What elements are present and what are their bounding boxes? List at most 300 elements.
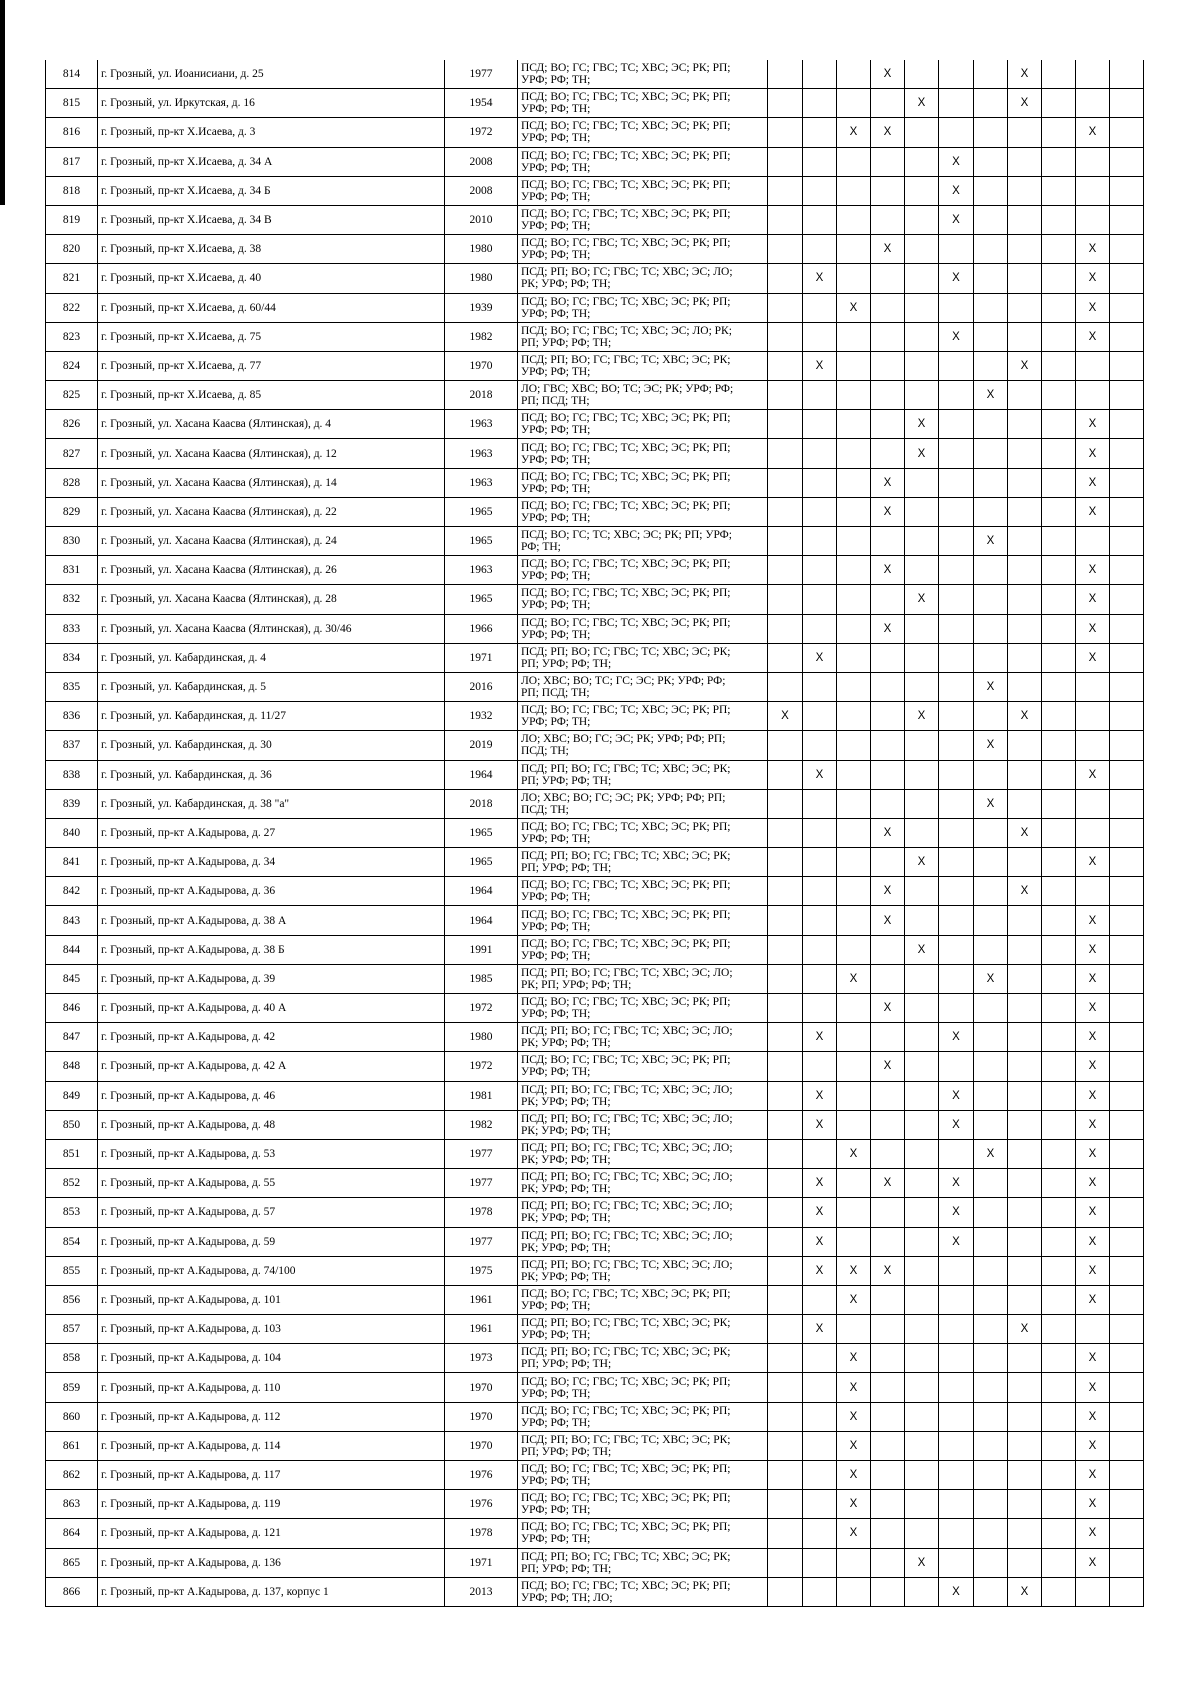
mark-cell-empty: [768, 1227, 803, 1256]
mark-cell-empty: [974, 1577, 1008, 1606]
table-row: [46, 118, 1144, 147]
mark-cell-x: X: [1076, 1198, 1110, 1227]
mark-cell-empty: [1110, 118, 1144, 147]
building-address: г. Грозный, пр-кт А.Кадырова, д. 38 А: [98, 906, 445, 935]
row-number: 839: [46, 789, 98, 818]
mark-cell-empty: [905, 1285, 939, 1314]
mark-cell-empty: [1042, 1402, 1076, 1431]
construction-year: 1964: [445, 906, 518, 935]
work-types: [518, 1110, 768, 1139]
mark-cell-x: X: [939, 147, 974, 176]
work-types-line: РК; УРФ; РФ; ТН;: [521, 1270, 611, 1283]
table-row: [46, 60, 1144, 89]
row-number: 860: [46, 1402, 98, 1431]
mark-cell-empty: [1076, 818, 1110, 847]
mark-cell-empty: [1076, 789, 1110, 818]
mark-cell-empty: [1110, 1402, 1144, 1431]
mark-cell-x: X: [803, 643, 837, 672]
work-types-line: УРФ; РФ; ТН;: [521, 190, 591, 203]
work-types-line: ПСД; РП; ВО; ГС; ГВС; ТС; ХВС; ЭС; РК;: [521, 850, 731, 863]
work-types-line: ПСД; ТН;: [521, 745, 569, 758]
row-number: 845: [46, 964, 98, 993]
mark-cell-x: X: [837, 1431, 871, 1460]
mark-cell-empty: [1042, 614, 1076, 643]
table-row: [46, 527, 1144, 556]
mark-cell-x: X: [1076, 1052, 1110, 1081]
work-types: [518, 1256, 768, 1285]
row-number: 821: [46, 264, 98, 293]
mark-cell-empty: [939, 1315, 974, 1344]
mark-cell-empty: [1008, 118, 1042, 147]
mark-cell-x: X: [1076, 1344, 1110, 1373]
mark-cell-empty: [1110, 1169, 1144, 1198]
work-types: [518, 497, 768, 526]
work-types-line: ПСД; ВО; ГС; ГВС; ТС; ХВС; ЭС; РК; РП;: [521, 120, 731, 133]
work-types: [518, 935, 768, 964]
work-types: [518, 585, 768, 614]
table-row: [46, 381, 1144, 410]
mark-cell-empty: [939, 1344, 974, 1373]
work-types: [518, 643, 768, 672]
mark-cell-empty: [837, 1052, 871, 1081]
mark-cell-empty: [1042, 264, 1076, 293]
work-types-line: УРФ; РФ; ТН;: [521, 1475, 591, 1488]
work-types: [518, 439, 768, 468]
mark-cell-empty: [1110, 1285, 1144, 1314]
work-types: [518, 527, 768, 556]
construction-year: 2008: [445, 147, 518, 176]
work-types-line: ПСД; ВО; ГС; ГВС; ТС; ХВС; ЭС; РК; РП;: [521, 441, 731, 454]
mark-cell-x: X: [837, 1285, 871, 1314]
mark-cell-x: X: [871, 60, 905, 89]
work-types: [518, 1169, 768, 1198]
work-types-line: ПСД; РП; ВО; ГС; ГВС; ТС; ХВС; ЭС; ЛО;: [521, 1171, 733, 1184]
work-types-line: УРФ; РФ; ТН;: [521, 1533, 591, 1546]
mark-cell-empty: [768, 1490, 803, 1519]
building-address: г. Грозный, пр-кт А.Кадырова, д. 59: [98, 1227, 445, 1256]
work-types: [518, 964, 768, 993]
mark-cell-empty: [1008, 906, 1042, 935]
construction-year: 1991: [445, 935, 518, 964]
mark-cell-empty: [1042, 1052, 1076, 1081]
work-types: [518, 906, 768, 935]
row-number: 864: [46, 1519, 98, 1548]
mark-cell-empty: [939, 556, 974, 585]
mark-cell-empty: [1110, 176, 1144, 205]
mark-cell-empty: [974, 293, 1008, 322]
mark-cell-empty: [1110, 1023, 1144, 1052]
work-types-line: УРФ; РФ; ТН;: [521, 1387, 591, 1400]
mark-cell-empty: [1042, 1344, 1076, 1373]
mark-cell-empty: [803, 147, 837, 176]
mark-cell-empty: [905, 877, 939, 906]
mark-cell-empty: [837, 497, 871, 526]
mark-cell-empty: [1110, 1315, 1144, 1344]
mark-cell-empty: [974, 176, 1008, 205]
building-address: г. Грозный, пр-кт А.Кадырова, д. 36: [98, 877, 445, 906]
work-types-line: УРФ; РФ; ТН;: [521, 1299, 591, 1312]
mark-cell-empty: [837, 906, 871, 935]
mark-cell-empty: [871, 672, 905, 701]
work-types-line: ПСД; РП; ВО; ГС; ГВС; ТС; ХВС; ЭС; ЛО;: [521, 1025, 733, 1038]
mark-cell-x: X: [1076, 1169, 1110, 1198]
mark-cell-empty: [1110, 1577, 1144, 1606]
mark-cell-empty: [837, 205, 871, 234]
work-types: [518, 1081, 768, 1110]
mark-cell-empty: [1042, 410, 1076, 439]
work-types: [518, 1373, 768, 1402]
row-number: 828: [46, 468, 98, 497]
mark-cell-empty: [837, 556, 871, 585]
mark-cell-empty: [871, 1373, 905, 1402]
mark-cell-empty: [1110, 205, 1144, 234]
mark-cell-empty: [1042, 1431, 1076, 1460]
mark-cell-x: X: [1076, 235, 1110, 264]
mark-cell-empty: [871, 1490, 905, 1519]
mark-cell-x: X: [1076, 118, 1110, 147]
mark-cell-x: X: [1076, 1023, 1110, 1052]
work-types-line: ПСД; ВО; ГС; ГВС; ТС; ХВС; ЭС; ЛО; РК;: [521, 324, 732, 337]
mark-cell-empty: [1110, 848, 1144, 877]
mark-cell-empty: [837, 702, 871, 731]
mark-cell-empty: [871, 205, 905, 234]
mark-cell-x: X: [1076, 497, 1110, 526]
building-address: г. Грозный, ул. Кабардинская, д. 30: [98, 731, 445, 760]
mark-cell-x: X: [974, 1139, 1008, 1168]
mark-cell-empty: [905, 1490, 939, 1519]
mark-cell-empty: [1008, 643, 1042, 672]
mark-cell-empty: [1042, 1577, 1076, 1606]
construction-year: 1965: [445, 585, 518, 614]
mark-cell-x: X: [871, 1256, 905, 1285]
mark-cell-empty: [974, 556, 1008, 585]
mark-cell-empty: [1008, 1548, 1042, 1577]
building-address: г. Грозный, пр-кт А.Кадырова, д. 53: [98, 1139, 445, 1168]
work-types-line: ПСД; РП; ВО; ГС; ГВС; ТС; ХВС; ЭС; РК;: [521, 1317, 731, 1330]
mark-cell-empty: [1042, 1315, 1076, 1344]
work-types-line: ПСД; РП; ВО; ГС; ГВС; ТС; ХВС; ЭС; РК;: [521, 1550, 731, 1563]
mark-cell-empty: [905, 760, 939, 789]
mark-cell-empty: [1042, 205, 1076, 234]
mark-cell-empty: [768, 1519, 803, 1548]
mark-cell-empty: [1042, 877, 1076, 906]
mark-cell-x: X: [871, 877, 905, 906]
mark-cell-empty: [939, 789, 974, 818]
table-row: [46, 1373, 1144, 1402]
mark-cell-empty: [905, 497, 939, 526]
mark-cell-empty: [1008, 1139, 1042, 1168]
work-types-line: РП; УРФ; РФ; ТН;: [521, 1358, 612, 1371]
mark-cell-x: X: [871, 118, 905, 147]
mark-cell-empty: [974, 1461, 1008, 1490]
work-types-line: ПСД; РП; ВО; ГС; ГВС; ТС; ХВС; ЭС; ЛО;: [521, 1142, 733, 1155]
mark-cell-empty: [1110, 935, 1144, 964]
mark-cell-empty: [974, 935, 1008, 964]
mark-cell-empty: [1110, 1256, 1144, 1285]
construction-year: 2019: [445, 731, 518, 760]
mark-cell-empty: [1008, 439, 1042, 468]
mark-cell-empty: [974, 1490, 1008, 1519]
mark-cell-empty: [1076, 351, 1110, 380]
construction-year: 1965: [445, 818, 518, 847]
mark-cell-empty: [803, 848, 837, 877]
mark-cell-empty: [974, 235, 1008, 264]
mark-cell-empty: [1110, 293, 1144, 322]
mark-cell-x: X: [974, 731, 1008, 760]
work-types: [518, 1431, 768, 1460]
mark-cell-empty: [768, 1285, 803, 1314]
mark-cell-empty: [1008, 381, 1042, 410]
mark-cell-empty: [939, 1490, 974, 1519]
building-address: г. Грозный, пр-кт А.Кадырова, д. 27: [98, 818, 445, 847]
mark-cell-x: X: [1076, 1373, 1110, 1402]
mark-cell-x: X: [939, 1577, 974, 1606]
work-types: [518, 1490, 768, 1519]
table-row: [46, 1081, 1144, 1110]
mark-cell-empty: [974, 1519, 1008, 1548]
mark-cell-empty: [1008, 1519, 1042, 1548]
row-number: 840: [46, 818, 98, 847]
table-row: [46, 614, 1144, 643]
mark-cell-empty: [1042, 1081, 1076, 1110]
mark-cell-x: X: [1076, 1490, 1110, 1519]
mark-cell-empty: [1042, 147, 1076, 176]
work-types-line: УРФ; РФ; ТН;: [521, 1008, 591, 1021]
mark-cell-empty: [1076, 877, 1110, 906]
work-types: [518, 118, 768, 147]
work-types-line: ПСД; ВО; ГС; ГВС; ТС; ХВС; ЭС; РК; РП;: [521, 412, 731, 425]
mark-cell-empty: [905, 1344, 939, 1373]
mark-cell-x: X: [837, 1461, 871, 1490]
work-types: [518, 1285, 768, 1314]
mark-cell-empty: [905, 818, 939, 847]
mark-cell-empty: [803, 468, 837, 497]
mark-cell-empty: [1110, 410, 1144, 439]
mark-cell-empty: [768, 439, 803, 468]
work-types: [518, 205, 768, 234]
work-types-line: РП; УРФ; РФ; ТН;: [521, 336, 612, 349]
construction-year: 1963: [445, 410, 518, 439]
mark-cell-empty: [939, 731, 974, 760]
table-row: [46, 760, 1144, 789]
mark-cell-empty: [1042, 1169, 1076, 1198]
mark-cell-x: X: [1008, 60, 1042, 89]
work-types-line: ПСД; ВО; ГС; ГВС; ТС; ХВС; ЭС; РК; РП;: [521, 1054, 731, 1067]
mark-cell-x: X: [1076, 1256, 1110, 1285]
mark-cell-empty: [1042, 527, 1076, 556]
mark-cell-empty: [1008, 527, 1042, 556]
table-row: [46, 964, 1144, 993]
table-row: [46, 1431, 1144, 1460]
work-types: [518, 147, 768, 176]
building-address: г. Грозный, пр-кт Х.Исаева, д. 34 А: [98, 147, 445, 176]
work-types-line: УРФ; РФ; ТН;: [521, 365, 591, 378]
building-address: г. Грозный, пр-кт А.Кадырова, д. 34: [98, 848, 445, 877]
work-types-line: РК; УРФ; РФ; ТН;: [521, 1212, 611, 1225]
construction-year: 1963: [445, 556, 518, 585]
mark-cell-empty: [1110, 322, 1144, 351]
mark-cell-empty: [871, 147, 905, 176]
mark-cell-empty: [939, 235, 974, 264]
mark-cell-empty: [837, 585, 871, 614]
construction-year: 1954: [445, 89, 518, 118]
mark-cell-empty: [768, 614, 803, 643]
mark-cell-empty: [905, 614, 939, 643]
mark-cell-empty: [837, 1227, 871, 1256]
work-types: [518, 614, 768, 643]
mark-cell-empty: [1110, 760, 1144, 789]
mark-cell-empty: [768, 176, 803, 205]
mark-cell-empty: [871, 1110, 905, 1139]
mark-cell-empty: [768, 1577, 803, 1606]
mark-cell-empty: [974, 1402, 1008, 1431]
table-row: [46, 147, 1144, 176]
mark-cell-empty: [1042, 818, 1076, 847]
mark-cell-empty: [837, 1577, 871, 1606]
mark-cell-empty: [939, 351, 974, 380]
mark-cell-empty: [974, 1315, 1008, 1344]
mark-cell-x: X: [871, 906, 905, 935]
mark-cell-empty: [974, 89, 1008, 118]
mark-cell-empty: [837, 1023, 871, 1052]
work-types-line: РП; ПСД; ТН;: [521, 687, 590, 700]
work-types-line: УРФ; РФ; ТН; ЛО;: [521, 1591, 613, 1604]
work-types-line: ПСД; ВО; ГС; ГВС; ТС; ХВС; ЭС; РК; РП;: [521, 62, 731, 75]
mark-cell-x: X: [1008, 702, 1042, 731]
mark-cell-empty: [871, 789, 905, 818]
table-row: [46, 235, 1144, 264]
mark-cell-empty: [939, 702, 974, 731]
row-number: 848: [46, 1052, 98, 1081]
mark-cell-empty: [974, 147, 1008, 176]
construction-year: 1970: [445, 351, 518, 380]
work-types-line: РК; УРФ; РФ; ТН;: [521, 1124, 611, 1137]
mark-cell-empty: [905, 322, 939, 351]
mark-cell-empty: [974, 818, 1008, 847]
table-row: [46, 1519, 1144, 1548]
mark-cell-empty: [939, 906, 974, 935]
table-row: [46, 906, 1144, 935]
mark-cell-empty: [803, 789, 837, 818]
mark-cell-empty: [1008, 235, 1042, 264]
mark-cell-x: X: [1076, 614, 1110, 643]
mark-cell-empty: [1008, 468, 1042, 497]
row-number: 832: [46, 585, 98, 614]
mark-cell-empty: [871, 264, 905, 293]
mark-cell-empty: [905, 264, 939, 293]
mark-cell-empty: [905, 1023, 939, 1052]
mark-cell-x: X: [939, 1198, 974, 1227]
mark-cell-empty: [768, 1198, 803, 1227]
mark-cell-x: X: [939, 322, 974, 351]
row-number: 825: [46, 381, 98, 410]
mark-cell-empty: [939, 1285, 974, 1314]
buildings-table: [45, 60, 1144, 1607]
mark-cell-empty: [837, 468, 871, 497]
work-types-line: УРФ; РФ; ТН;: [521, 1329, 591, 1342]
construction-year: 1978: [445, 1519, 518, 1548]
building-address: г. Грозный, ул. Хасана Каасва (Ялтинская), д. 14: [98, 468, 445, 497]
row-number: 818: [46, 176, 98, 205]
work-types: [518, 322, 768, 351]
construction-year: 2010: [445, 205, 518, 234]
work-types-line: РК; УРФ; РФ; ТН;: [521, 1037, 611, 1050]
work-types-line: ПСД; ВО; ГС; ГВС; ТС; ХВС; ЭС; РК; РП;: [521, 996, 731, 1009]
table-row: [46, 1110, 1144, 1139]
mark-cell-x: X: [1008, 877, 1042, 906]
mark-cell-empty: [939, 585, 974, 614]
mark-cell-empty: [905, 556, 939, 585]
work-types-line: РП; УРФ; РФ; ТН;: [521, 774, 612, 787]
mark-cell-empty: [837, 614, 871, 643]
mark-cell-empty: [905, 468, 939, 497]
building-address: г. Грозный, пр-кт А.Кадырова, д. 114: [98, 1431, 445, 1460]
table-row: [46, 702, 1144, 731]
work-types: [518, 468, 768, 497]
row-number: 827: [46, 439, 98, 468]
mark-cell-empty: [905, 351, 939, 380]
construction-year: 1972: [445, 994, 518, 1023]
mark-cell-empty: [871, 702, 905, 731]
work-types: [518, 1519, 768, 1548]
work-types-line: ЛО; ХВС; ВО; ГС; ЭС; РК; УРФ; РФ; РП;: [521, 791, 726, 804]
mark-cell-empty: [768, 643, 803, 672]
mark-cell-empty: [768, 1256, 803, 1285]
mark-cell-empty: [1110, 672, 1144, 701]
mark-cell-empty: [768, 351, 803, 380]
mark-cell-x: X: [905, 848, 939, 877]
building-address: г. Грозный, пр-кт Х.Исаева, д. 34 В: [98, 205, 445, 234]
work-types-line: ПСД; РП; ВО; ГС; ГВС; ТС; ХВС; ЭС; ЛО;: [521, 266, 733, 279]
work-types-line: УРФ; РФ; ТН;: [521, 949, 591, 962]
mark-cell-empty: [1042, 1461, 1076, 1490]
work-types: [518, 1023, 768, 1052]
construction-year: 1963: [445, 439, 518, 468]
mark-cell-empty: [1008, 964, 1042, 993]
work-types-line: УРФ; РФ; ТН;: [521, 161, 591, 174]
mark-cell-x: X: [939, 1023, 974, 1052]
mark-cell-empty: [1076, 60, 1110, 89]
mark-cell-empty: [905, 381, 939, 410]
mark-cell-empty: [871, 643, 905, 672]
mark-cell-x: X: [871, 497, 905, 526]
mark-cell-empty: [905, 643, 939, 672]
mark-cell-empty: [939, 410, 974, 439]
mark-cell-empty: [871, 351, 905, 380]
mark-cell-empty: [768, 556, 803, 585]
mark-cell-x: X: [1076, 585, 1110, 614]
mark-cell-x: X: [1008, 351, 1042, 380]
mark-cell-empty: [974, 1023, 1008, 1052]
mark-cell-x: X: [837, 293, 871, 322]
mark-cell-empty: [768, 935, 803, 964]
mark-cell-empty: [1076, 147, 1110, 176]
mark-cell-x: X: [1076, 1139, 1110, 1168]
work-types-line: РП; УРФ; РФ; ТН;: [521, 657, 612, 670]
mark-cell-x: X: [871, 614, 905, 643]
mark-cell-empty: [1076, 1315, 1110, 1344]
work-types-line: УРФ; РФ; ТН;: [521, 424, 591, 437]
mark-cell-empty: [871, 1402, 905, 1431]
row-number: 824: [46, 351, 98, 380]
mark-cell-empty: [803, 1285, 837, 1314]
construction-year: 1972: [445, 1052, 518, 1081]
mark-cell-empty: [939, 877, 974, 906]
mark-cell-empty: [1110, 994, 1144, 1023]
work-types: [518, 1344, 768, 1373]
mark-cell-x: X: [939, 205, 974, 234]
mark-cell-empty: [1008, 1052, 1042, 1081]
